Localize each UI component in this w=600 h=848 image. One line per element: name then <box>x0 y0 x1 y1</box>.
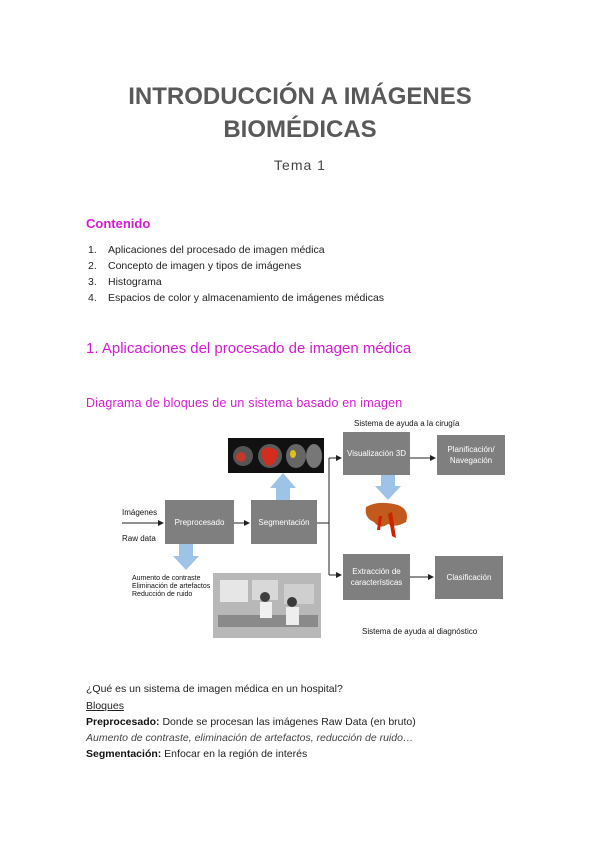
surgery-system-label: Sistema de ayuda a la cirugía <box>354 419 460 428</box>
toc-item: 4. Espacios de color y almacenamiento de imágenes médicas <box>88 292 385 304</box>
blocks-heading: Bloques <box>86 700 124 712</box>
title-line-1: INTRODUCCIÓN A IMÁGENES <box>128 83 472 110</box>
segmentation-paragraph: Segmentación: Enfocar en la región de interés <box>86 748 308 760</box>
preprocess-examples: Aumento de contraste, eliminación de artefactos, reducción de ruido… <box>86 732 414 744</box>
title-line-2: BIOMÉDICAS <box>223 116 377 143</box>
feature-extraction-block: Extracción de características <box>343 554 410 600</box>
visualization-block: Visualización 3D <box>343 432 410 475</box>
preprocess-block: Preprocesado <box>165 500 234 544</box>
down-arrow-icon <box>375 474 401 500</box>
input-images-label: Imágenes <box>122 508 158 517</box>
toc-item: 2. Concepto de imagen y tipos de imágenes <box>88 260 302 272</box>
classification-block: Clasificación <box>435 556 503 599</box>
down-arrow-icon <box>173 544 199 570</box>
segmentation-block: Segmentación <box>251 500 317 544</box>
input-raw-label: Raw data <box>122 534 156 543</box>
subtitle: Tema 1 <box>274 157 326 173</box>
toc-item: 1. Aplicaciones del procesado de imagen médica <box>88 244 325 256</box>
up-arrow-icon <box>270 473 296 500</box>
contents-heading: Contenido <box>86 216 151 231</box>
question-text: ¿Qué es un sistema de imagen médica en un hospital? <box>86 683 343 695</box>
subsection-heading: Diagrama de bloques de un sistema basado en imagen <box>86 396 403 410</box>
preprocess-paragraph: Preprocesado: Donde se procesan las imágenes Raw Data (en bruto) <box>86 716 416 728</box>
section-1-heading: 1. Aplicaciones del procesado de imagen médica <box>86 340 412 357</box>
toc-item: 3. Histograma <box>88 276 162 288</box>
diagnosis-system-label: Sistema de ayuda al diagnóstico <box>362 627 478 636</box>
liver-3d-model <box>366 503 407 527</box>
planning-block: Planificación/ Navegación <box>437 435 505 475</box>
preprocess-notes: Aumento de contraste Eliminación de artefactos Reducción de ruido <box>132 575 211 598</box>
